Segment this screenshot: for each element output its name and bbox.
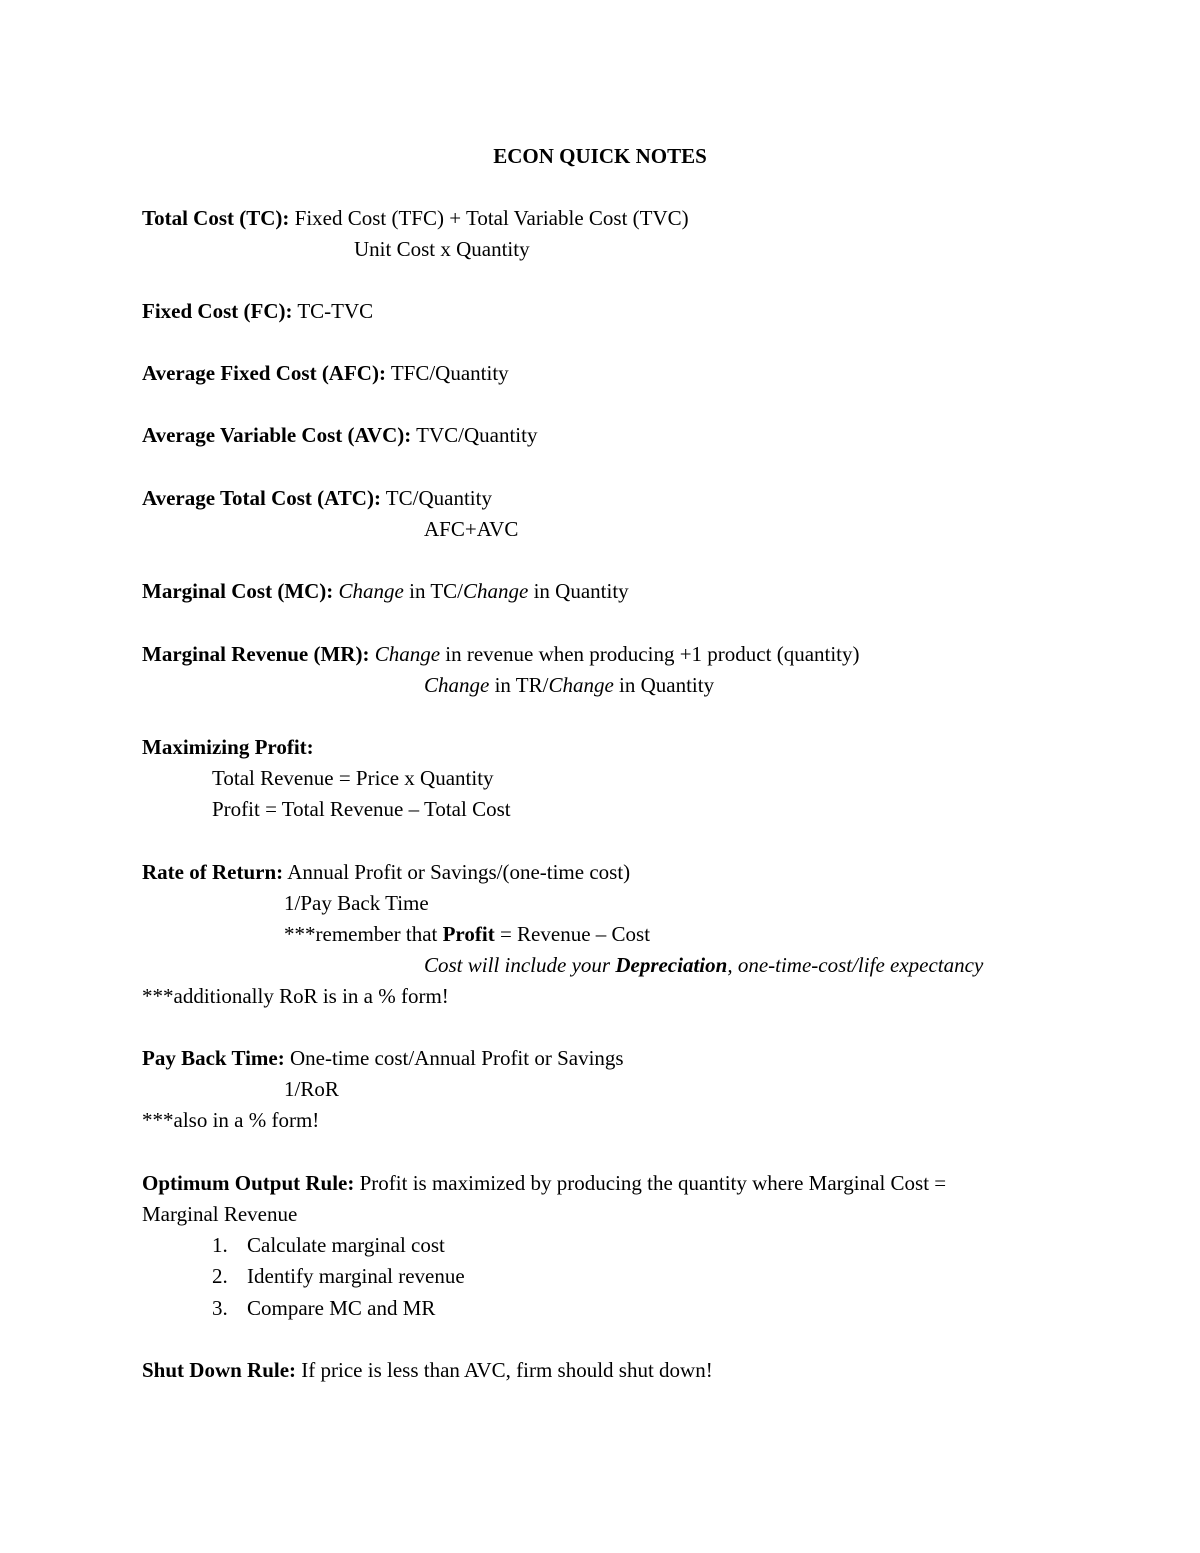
- optimum-output-rule-entry: [142, 1171, 946, 1195]
- average-fixed-cost-definition: TFC/Quantity: [385, 361, 509, 385]
- rate-of-return-term: Rate of Return:: [142, 860, 284, 884]
- list-item: [212, 1233, 228, 1257]
- change-italic: Change: [338, 579, 404, 603]
- average-total-cost-entry: [142, 486, 492, 510]
- average-fixed-cost-entry: [142, 361, 509, 385]
- average-variable-cost-entry: [142, 423, 537, 447]
- total-revenue-formula: Total Revenue = Price x Quantity: [212, 766, 494, 790]
- pay-back-time-term: Pay Back Time:: [142, 1046, 285, 1070]
- marginal-revenue-term: Marginal Revenue (MR):: [142, 642, 370, 666]
- change-italic: Change: [548, 673, 614, 697]
- fixed-cost-entry: [142, 299, 373, 323]
- fixed-cost-term: Fixed Cost (FC):: [142, 299, 293, 323]
- marginal-cost-entry: [142, 579, 629, 603]
- profit-reminder-prefix: ***remember that: [284, 922, 443, 946]
- marginal-cost-definition-end: in Quantity: [528, 579, 629, 603]
- marginal-cost-definition-mid: in TC/: [403, 579, 463, 603]
- document-title: ECON QUICK NOTES: [493, 144, 707, 168]
- total-cost-entry: [142, 206, 689, 230]
- total-cost-definition: Fixed Cost (TFC) + Total Variable Cost (TVC): [289, 206, 689, 230]
- rate-of-return-note: ***additionally RoR is in a % form!: [142, 984, 449, 1008]
- list-item-text: Calculate marginal cost: [247, 1233, 445, 1257]
- marginal-revenue-entry: [142, 642, 860, 666]
- change-italic: Change: [424, 673, 490, 697]
- list-item-number: 2.: [212, 1264, 228, 1288]
- pay-back-time-alternate: 1/RoR: [284, 1077, 339, 1101]
- average-total-cost-term: Average Total Cost (ATC):: [142, 486, 381, 510]
- profit-reminder-suffix: = Revenue – Cost: [494, 922, 651, 946]
- marginal-revenue-alternate-mid: in TR/: [489, 673, 549, 697]
- optimum-output-rule-definition: Profit is maximized by producing the quantity where Marginal Cost =: [354, 1171, 947, 1195]
- marginal-revenue-definition: in revenue when producing +1 product (quantity): [440, 642, 860, 666]
- shut-down-rule-definition: If price is less than AVC, firm should shut down!: [296, 1358, 713, 1382]
- marginal-cost-term: Marginal Cost (MC):: [142, 579, 334, 603]
- average-variable-cost-definition: TVC/Quantity: [411, 423, 538, 447]
- change-italic: Change: [463, 579, 529, 603]
- average-variable-cost-term: Average Variable Cost (AVC):: [142, 423, 412, 447]
- maximizing-profit-term: Maximizing Profit:: [142, 735, 314, 759]
- list-item: [212, 1264, 228, 1288]
- average-total-cost-alternate: AFC+AVC: [424, 517, 519, 541]
- fixed-cost-definition: TC-TVC: [292, 299, 374, 323]
- pay-back-time-definition: One-time cost/Annual Profit or Savings: [284, 1046, 624, 1070]
- rate-of-return-alternate: 1/Pay Back Time: [284, 891, 429, 915]
- depreciation-note: [424, 953, 983, 977]
- depreciation-note-bold: Depreciation: [615, 953, 728, 977]
- profit-reminder: [284, 922, 650, 946]
- optimum-output-rule-term: Optimum Output Rule:: [142, 1171, 355, 1195]
- rate-of-return-entry: [142, 860, 630, 884]
- pay-back-time-note: ***also in a % form!: [142, 1108, 320, 1132]
- marginal-revenue-alternate: [424, 673, 714, 697]
- profit-formula: Profit = Total Revenue – Total Cost: [212, 797, 511, 821]
- list-item: [212, 1296, 228, 1320]
- change-italic: Change: [374, 642, 441, 666]
- list-item-number: 3.: [212, 1296, 228, 1320]
- average-fixed-cost-term: Average Fixed Cost (AFC):: [142, 361, 386, 385]
- optimum-output-rule-definition-continued: Marginal Revenue: [142, 1202, 298, 1226]
- profit-reminder-bold: Profit: [442, 922, 495, 946]
- total-cost-term: Total Cost (TC):: [142, 206, 290, 230]
- total-cost-alternate: Unit Cost x Quantity: [354, 237, 530, 261]
- pay-back-time-entry: [142, 1046, 624, 1070]
- list-item-text: Identify marginal revenue: [247, 1264, 465, 1288]
- list-item-number: 1.: [212, 1233, 228, 1257]
- maximizing-profit-heading: [142, 735, 314, 759]
- depreciation-note-prefix: Cost will include your: [424, 953, 616, 977]
- marginal-revenue-alternate-end: in Quantity: [613, 673, 715, 697]
- average-total-cost-definition: TC/Quantity: [380, 486, 492, 510]
- list-item-text: Compare MC and MR: [247, 1296, 436, 1320]
- depreciation-note-suffix: , one-time-cost/life expectancy: [727, 953, 984, 977]
- shut-down-rule-entry: [142, 1358, 713, 1382]
- shut-down-rule-term: Shut Down Rule:: [142, 1358, 297, 1382]
- rate-of-return-definition: Annual Profit or Savings/(one-time cost): [283, 860, 631, 884]
